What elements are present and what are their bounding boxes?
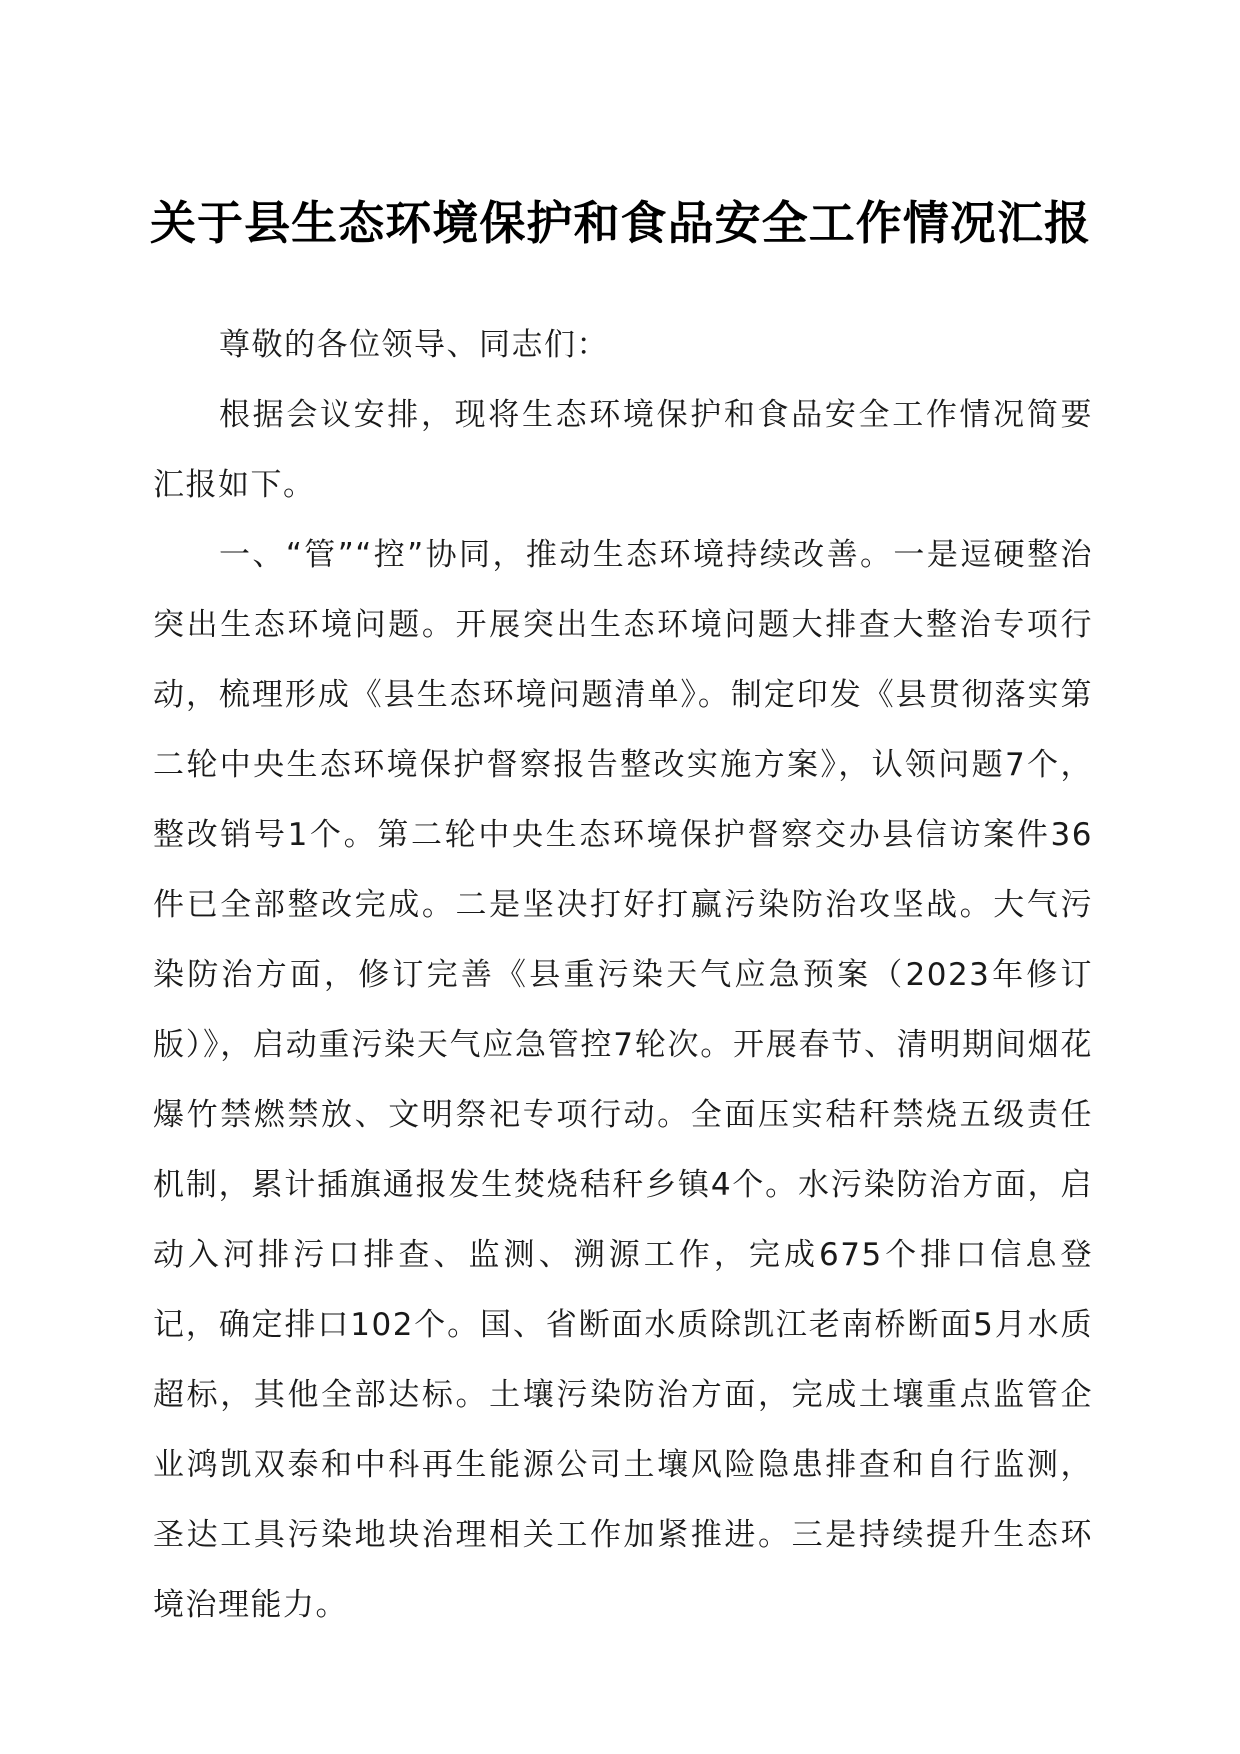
intro-paragraph: 根据会议安排，现将生态环境保护和食品安全工作情况简要汇报如下。	[153, 397, 1093, 503]
document-title: 关于县生态环境保护和食品安全工作情况汇报	[150, 196, 1090, 250]
document-body	[153, 310, 1093, 1640]
section-one-paragraph: 一、“管”“控”协同，推动生态环境持续改善。一是逗硬整治突出生态环境问题。开展突出生态环境问题大排查大整治专项行动，梳理形成《县生态环境问题清单》。制定印发《县贯彻落实第二轮中央生态环境保护督察报告整改实施方案》，认领问题7个，整改销号1个。第二轮中央生态环境保护督察交办县信访案件36件已全部整改完成。二是坚决打好打赢污染防治攻坚战。大气污染防治方面，修订完善《县重污染天气应急预案（2023年修订版）》，启动重污染天气应急管控7轮次。开展春节、清明期间烟花爆竹禁燃禁放、文明祭祀专项行动。全面压实秸秆禁烧五级责任机制，累计插旗通报发生焚烧秸秆乡镇4个。水污染防治方面，启动入河排污口排查、监测、溯源工作，完成675个排口信息登记，确定排口102个。国、省断面水质除凯江老南桥断面5月水质超标，其他全部达标。土壤污染防治方面，完成土壤重点监管企业鸿凯双泰和中科再生能源公司土壤风险隐患排查和自行监测，圣达工具污染地块治理相关工作加紧推进。三是持续提升生态环境治理能力。	[153, 537, 1093, 1623]
salutation: 尊敬的各位领导、同志们：	[219, 327, 609, 363]
